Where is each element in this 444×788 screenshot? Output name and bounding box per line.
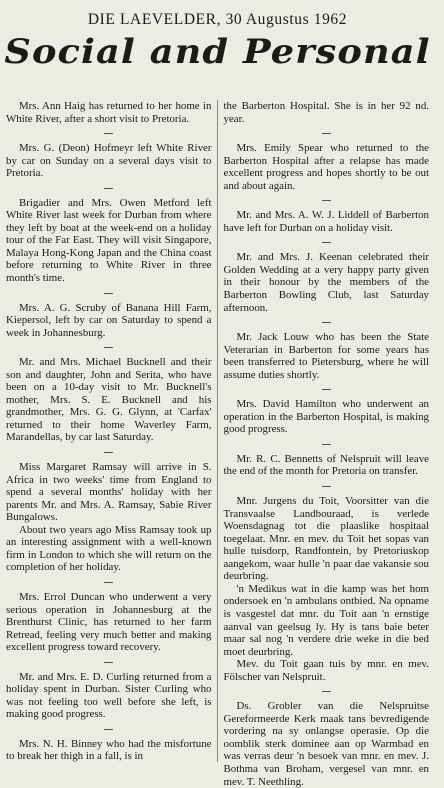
headline: Social and Personal (4, 32, 431, 72)
item-separator (224, 436, 430, 453)
news-item: Mrs. Errol Duncan who underwent a very serious operation in Johannesburg at the Brenthurst Clinic, has returned to her farm Retread, feeling very much better and making excellent progress toward recovery. (6, 590, 212, 654)
news-item: Mrs. A. G. Scruby of Banana Hill Farm, Kiepersol, left by car on Saturday to spend a week in Johannesburg. (6, 301, 212, 339)
news-item: Brigadier and Mrs. Owen Metford left White River last week for Durban from where they left by boat at the week-end on a holiday tour of the Far East. They will visit Singapore, Malaya Hong-Kong Japan and the China coast before returning to White River in three month's time. (6, 196, 212, 285)
item-separator (6, 180, 212, 197)
news-item-continued: the Barberton Hospital. She is in her 92 nd. year. (223, 100, 429, 125)
news-item: Mev. du Toit gaan tuis by mnr. en mev. Fölscher van Nelspruit. (223, 658, 429, 683)
news-item: Mrs. Ann Haig has returned to her home in White River, after a short visit to Pretoria. (6, 100, 212, 125)
item-separator (6, 339, 212, 356)
item-separator (224, 314, 430, 331)
item-separator (224, 192, 430, 209)
right-column (218, 100, 430, 788)
news-item: Mrs. G. (Deon) Hofmeyr left White River by car on Sunday on a several days visit to Pretoria. (6, 142, 212, 180)
news-item: Mnr. Jurgens du Toit, Voorsitter van die Transvaalse Landbouraad, is verlede Woensdagnag tot die plaaslike hospitaal toegelaat. Mnr. en mev. du Toit het sopas van hulle tuisdorp, Randfontein, by Pretoriuskop aangekom, waar hulle 'n paar dae vakansie sou deurbring. (223, 495, 429, 583)
news-item: Mr. and Mrs. J. Keenan celebrated their Golden Wedding at a very happy party given in their honour by the members of the Barberton Bowling Club, last Saturday afternoon. (223, 251, 429, 314)
item-separator (224, 125, 430, 142)
item-separator (6, 125, 212, 142)
news-item: Miss Margaret Ramsay will arrive in S. Africa in two weeks' time from England to spend a several months' holiday with her parents Mr. and Mrs. A. Ramsay, Sabie River Bungalows. (6, 461, 212, 524)
news-item: Mr. and Mrs. A. W. J. Liddell of Barberton have left for Durban on a holiday visit. (223, 209, 429, 234)
item-separator (6, 285, 212, 302)
news-item: Mr. and Mrs. Michael Bucknell and their son and daughter, John and Serita, who have been on a 10-day visit to Mr. Bucknell's mother, Mrs. S. E. Bucknell and his grandmother, Mrs. G. G. Glynn, at 'Carfax' returned to their home Waverley Farm, Marandellas, by car last Saturday. (6, 356, 212, 444)
item-separator (224, 683, 430, 700)
left-column (6, 100, 218, 762)
item-separator (224, 381, 430, 398)
news-item: Mr. Jack Louw who has been the State Veterarian in Barberton for some years has been transferred to Pietersburg, where he will assume duties shortly. (223, 331, 429, 381)
item-separator (224, 234, 430, 251)
item-separator (224, 478, 430, 495)
article-columns (6, 100, 429, 788)
item-separator (6, 654, 212, 671)
news-item: Mrs. Emily Spear who returned to the Barberton Hospital after a relapse has made excellent progress and hopes shortly to be out and about again. (223, 142, 429, 192)
news-item: Mr. R. C. Bennetts of Nelspruit will leave the end of the month for Pretoria on transfer. (223, 452, 429, 478)
item-separator (6, 574, 212, 591)
news-item: Mrs. David Hamilton who underwent an operation in the Barberton Hospital, is making good progress. (223, 398, 429, 436)
masthead: DIE LAEVELDER, 30 Augustus 1962 (87, 11, 348, 28)
news-item: Mrs. N. H. Binney who had the misfortune to break her thigh in a fall, is in (6, 737, 212, 763)
news-item: 'n Medikus wat in die kamp was het hom ondersoek en 'n ambulans ontbied. Na opname is vasgestel dat mnr. du Toit aan 'n ernstige aanval van geelsug ly. Hy is tans baie beter maar sal nog 'n verdere drie weke in die bed moet deurbring. (223, 582, 429, 658)
news-item: About two years ago Miss Ramsay took up an interesting assignment with a well-known firm in London to which she will return on the completion of her holiday. (6, 523, 212, 574)
news-item: Ds. Grobler van die Nelspruitse Gereformeerde Kerk maak tans bevredigende vordering na sy onlangse operasie. Op die oomblik sterk dominee aan op Warmbad en was verras deur 'n besoek van mnr. en mev. J. Bothma van Broham, vergesel van mnr. en mev. T. Neethling. (223, 700, 429, 788)
item-separator (6, 721, 212, 738)
news-item: Mr. and Mrs. E. D. Curling returned from a holiday spent in Durban. Sister Curling who was not feeling too well before she left, is making good progress. (6, 670, 212, 721)
item-separator (6, 444, 212, 461)
